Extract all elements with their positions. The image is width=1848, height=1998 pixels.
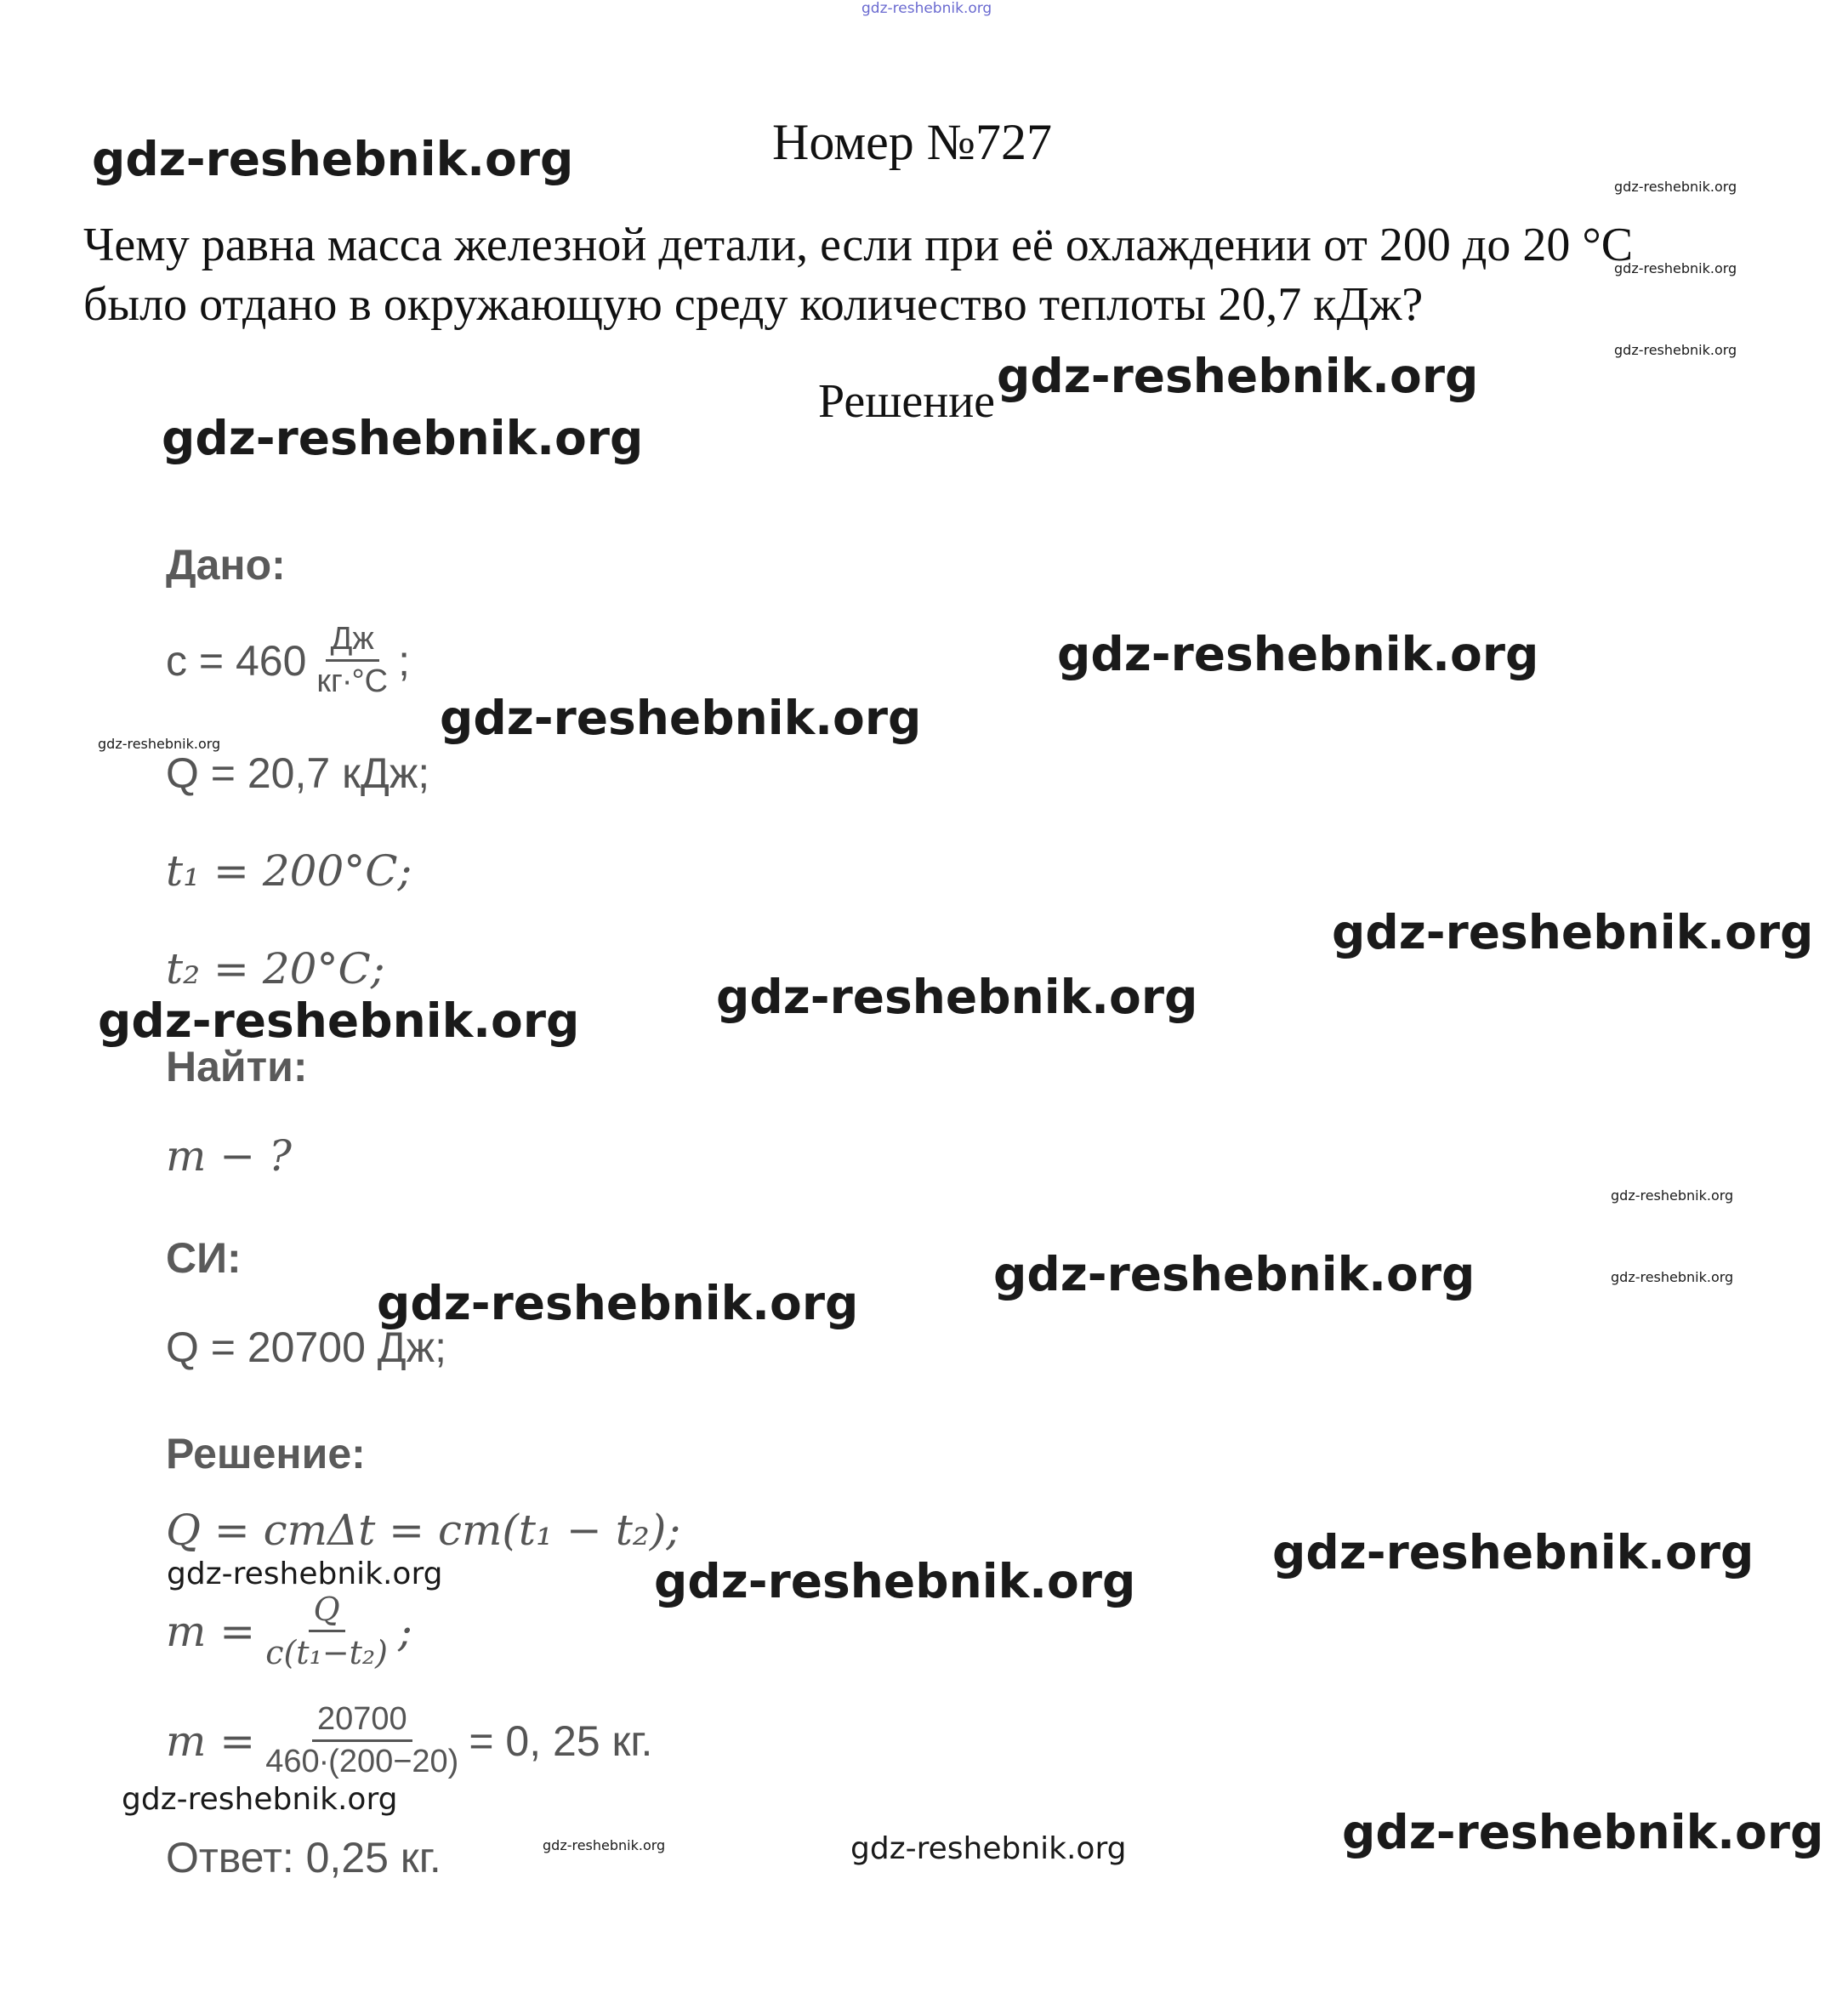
watermark: gdz-reshebnik.org <box>162 411 644 465</box>
watermark: gdz-reshebnik.org <box>92 132 574 186</box>
solution-label: Решение: <box>166 1430 366 1477</box>
watermark: gdz-reshebnik.org <box>543 1837 666 1853</box>
watermark: gdz-reshebnik.org <box>440 691 922 745</box>
watermark: gdz-reshebnik.org <box>167 1557 443 1591</box>
watermark: gdz-reshebnik.org <box>1332 905 1814 959</box>
si-label: СИ: <box>166 1234 242 1282</box>
equation-3 <box>166 1701 652 1780</box>
problem-line-1: Чему равна масса железной детали, если при её охлаждении от 200 до 20 °С <box>83 219 1634 271</box>
page-title: Номер №727 <box>772 114 1053 170</box>
equation-2 <box>166 1591 412 1671</box>
find-label: Найти: <box>166 1043 308 1090</box>
eq3-num: 20700 <box>312 1701 412 1742</box>
eq2-suffix: ; <box>397 1606 412 1656</box>
eq2-num: Q <box>309 1591 345 1632</box>
eq3-den: 460∙(200−20) <box>265 1744 459 1779</box>
watermark: gdz-reshebnik.org <box>997 349 1479 403</box>
given-c <box>166 621 410 700</box>
given-t2: t₂ = 20°С; <box>166 944 385 993</box>
given-label: Дано: <box>166 541 286 589</box>
c-unit-num: Дж <box>326 621 379 662</box>
c-unit-fraction <box>311 621 393 700</box>
watermark: gdz-reshebnik.org <box>122 1782 398 1817</box>
watermark: gdz-reshebnik.org <box>1057 627 1539 681</box>
answer: Ответ: 0,25 кг. <box>166 1834 441 1881</box>
eq3-prefix: m = <box>166 1716 256 1766</box>
watermark: gdz-reshebnik.org <box>377 1276 859 1330</box>
eq2-fraction <box>260 1591 393 1671</box>
watermark: gdz-reshebnik.org <box>716 970 1198 1024</box>
watermark: gdz-reshebnik.org <box>654 1554 1136 1608</box>
c-prefix: c = 460 <box>166 636 307 685</box>
given-t1: t₁ = 200°С; <box>166 846 412 896</box>
solution-heading: Решение <box>818 375 996 428</box>
watermark: gdz-reshebnik.org <box>1272 1525 1754 1580</box>
watermark: gdz-reshebnik.org <box>993 1247 1476 1301</box>
watermark: gdz-reshebnik.org <box>850 1831 1127 1866</box>
given-Q: Q = 20,7 кДж; <box>166 749 430 797</box>
top-watermark: gdz-reshebnik.org <box>861 0 992 17</box>
watermark: gdz-reshebnik.org <box>98 993 580 1048</box>
watermark: gdz-reshebnik.org <box>98 736 221 752</box>
watermark: gdz-reshebnik.org <box>1614 342 1737 358</box>
eq2-den: c(t₁−t₂) <box>265 1634 388 1671</box>
eq3-suffix: = 0, 25 кг. <box>469 1716 653 1765</box>
si-line: Q = 20700 Дж; <box>166 1323 447 1371</box>
find-line: m − ? <box>166 1131 292 1181</box>
eq3-fraction <box>260 1701 463 1780</box>
eq2-prefix: m = <box>166 1606 256 1656</box>
watermark: gdz-reshebnik.org <box>1342 1805 1824 1859</box>
c-suffix: ; <box>398 636 410 685</box>
c-unit-den: кг∙°С <box>316 663 389 699</box>
watermark: gdz-reshebnik.org <box>1611 1187 1734 1204</box>
watermark: gdz-reshebnik.org <box>1611 1269 1734 1285</box>
watermark: gdz-reshebnik.org <box>1614 179 1737 195</box>
problem-line-2: было отдано в окружающую среду количество теплоты 20,7 кДж? <box>83 278 1424 331</box>
watermark: gdz-reshebnik.org <box>1614 260 1737 276</box>
equation-1: Q = cmΔt = cm(t₁ − t₂); <box>166 1506 681 1555</box>
